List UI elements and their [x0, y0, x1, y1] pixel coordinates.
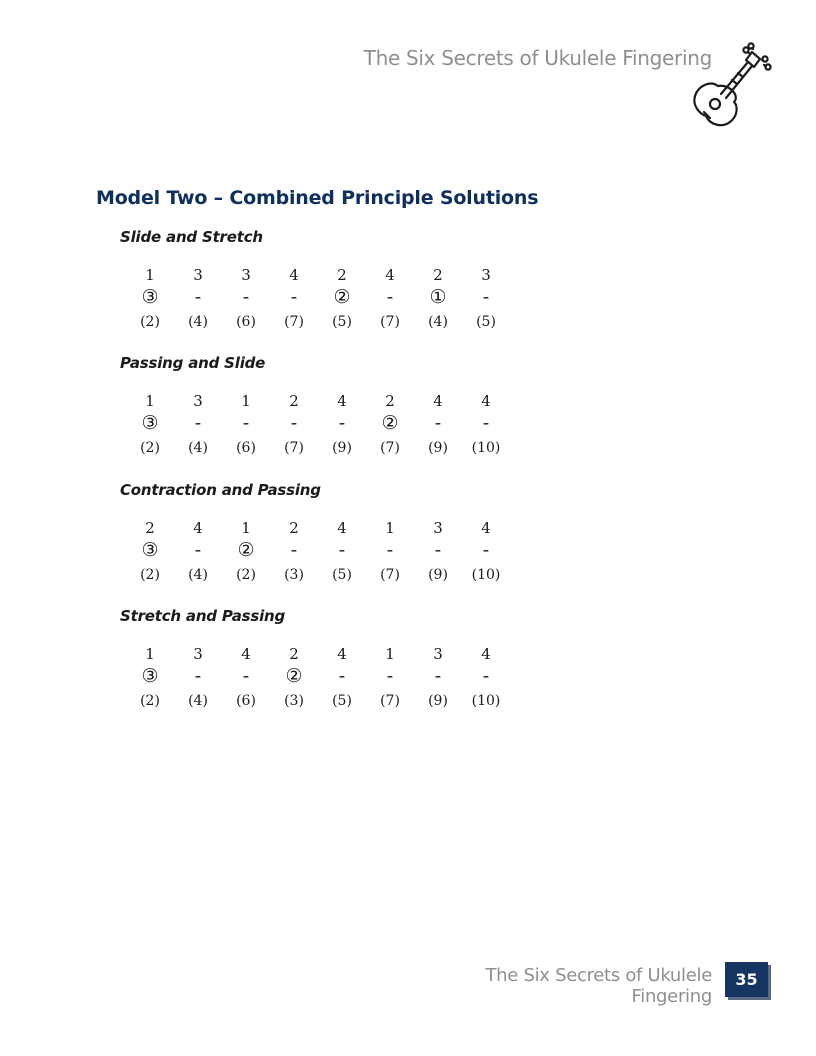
fret-position: (7) — [284, 440, 304, 456]
finger-number: 2 — [289, 519, 299, 537]
fret-position: (7) — [380, 440, 400, 456]
string-marker: ③ — [141, 412, 159, 434]
string-marker: - — [338, 412, 346, 434]
finger-number: 4 — [241, 645, 251, 663]
string-marker: ③ — [141, 539, 159, 561]
fret-position: (9) — [428, 693, 448, 709]
fret-position: (4) — [188, 567, 208, 583]
finger-number: 1 — [241, 392, 251, 410]
finger-number: 3 — [193, 645, 203, 663]
finger-number: 2 — [289, 645, 299, 663]
string-marker: - — [386, 665, 394, 687]
fret-position: (7) — [380, 693, 400, 709]
fret-position: (4) — [188, 693, 208, 709]
string-marker: ① — [429, 286, 447, 308]
fret-position: (5) — [332, 567, 352, 583]
string-marker: - — [434, 412, 442, 434]
finger-number: 4 — [337, 392, 347, 410]
fret-position: (4) — [188, 314, 208, 330]
exercise-title: Stretch and Passing — [120, 607, 286, 625]
finger-number: 2 — [433, 266, 443, 284]
finger-number: 1 — [241, 519, 251, 537]
fret-position: (5) — [332, 314, 352, 330]
fret-position: (2) — [236, 567, 256, 583]
finger-number: 2 — [145, 519, 155, 537]
fret-position: (3) — [284, 693, 304, 709]
fret-position: (7) — [380, 314, 400, 330]
string-marker: - — [290, 412, 298, 434]
fret-position: (2) — [140, 693, 160, 709]
finger-number: 1 — [385, 645, 395, 663]
footer-title: The Six Secrets of Ukulele Fingering — [485, 965, 712, 1007]
fret-position: (2) — [140, 440, 160, 456]
fret-position: (3) — [284, 567, 304, 583]
header-title: The Six Secrets of Ukulele Fingering — [363, 46, 712, 70]
string-marker: - — [242, 286, 250, 308]
string-marker: - — [194, 412, 202, 434]
finger-number: 1 — [385, 519, 395, 537]
string-marker: - — [242, 412, 250, 434]
string-marker: - — [338, 665, 346, 687]
finger-number: 2 — [385, 392, 395, 410]
fret-position: (10) — [471, 567, 501, 583]
ukulele-icon — [688, 42, 778, 132]
finger-number: 4 — [385, 266, 395, 284]
fret-position: (9) — [428, 567, 448, 583]
page-number: 35 — [725, 962, 768, 997]
string-marker: - — [242, 665, 250, 687]
string-marker: ③ — [141, 665, 159, 687]
string-marker: - — [290, 539, 298, 561]
fret-position: (9) — [428, 440, 448, 456]
fret-position: (5) — [332, 693, 352, 709]
fret-position: (5) — [476, 314, 496, 330]
fret-position: (2) — [140, 314, 160, 330]
string-marker: ② — [285, 665, 303, 687]
section-title: Model Two – Combined Principle Solutions — [96, 187, 539, 209]
string-marker: ③ — [141, 286, 159, 308]
fret-position: (10) — [471, 693, 501, 709]
finger-number: 3 — [481, 266, 491, 284]
string-marker: - — [194, 286, 202, 308]
fret-position: (7) — [380, 567, 400, 583]
finger-number: 4 — [433, 392, 443, 410]
string-marker: - — [434, 539, 442, 561]
string-marker: - — [338, 539, 346, 561]
fret-position: (10) — [471, 440, 501, 456]
exercise-title: Contraction and Passing — [120, 481, 321, 499]
finger-number: 2 — [289, 392, 299, 410]
finger-number: 4 — [193, 519, 203, 537]
finger-number: 4 — [481, 519, 491, 537]
finger-number: 3 — [241, 266, 251, 284]
fret-position: (9) — [332, 440, 352, 456]
finger-number: 3 — [433, 645, 443, 663]
string-marker: ② — [333, 286, 351, 308]
string-marker: - — [386, 286, 394, 308]
finger-number: 4 — [481, 645, 491, 663]
string-marker: - — [194, 539, 202, 561]
finger-number: 3 — [193, 392, 203, 410]
string-marker: - — [194, 665, 202, 687]
finger-number: 1 — [145, 392, 155, 410]
finger-number: 4 — [481, 392, 491, 410]
string-marker: ② — [237, 539, 255, 561]
string-marker: - — [290, 286, 298, 308]
finger-number: 1 — [145, 266, 155, 284]
fret-position: (7) — [284, 314, 304, 330]
string-marker: - — [482, 286, 490, 308]
fret-position: (4) — [428, 314, 448, 330]
fret-position: (6) — [236, 693, 256, 709]
fret-position: (6) — [236, 440, 256, 456]
exercise-title: Slide and Stretch — [120, 228, 263, 246]
string-marker: - — [482, 539, 490, 561]
finger-number: 2 — [337, 266, 347, 284]
finger-number: 1 — [145, 645, 155, 663]
string-marker: ② — [381, 412, 399, 434]
exercise-title: Passing and Slide — [120, 354, 266, 372]
string-marker: - — [434, 665, 442, 687]
finger-number: 3 — [193, 266, 203, 284]
fret-position: (4) — [188, 440, 208, 456]
finger-number: 4 — [337, 519, 347, 537]
string-marker: - — [482, 412, 490, 434]
finger-number: 4 — [337, 645, 347, 663]
fret-position: (6) — [236, 314, 256, 330]
fret-position: (2) — [140, 567, 160, 583]
string-marker: - — [386, 539, 394, 561]
string-marker: - — [482, 665, 490, 687]
finger-number: 4 — [289, 266, 299, 284]
finger-number: 3 — [433, 519, 443, 537]
